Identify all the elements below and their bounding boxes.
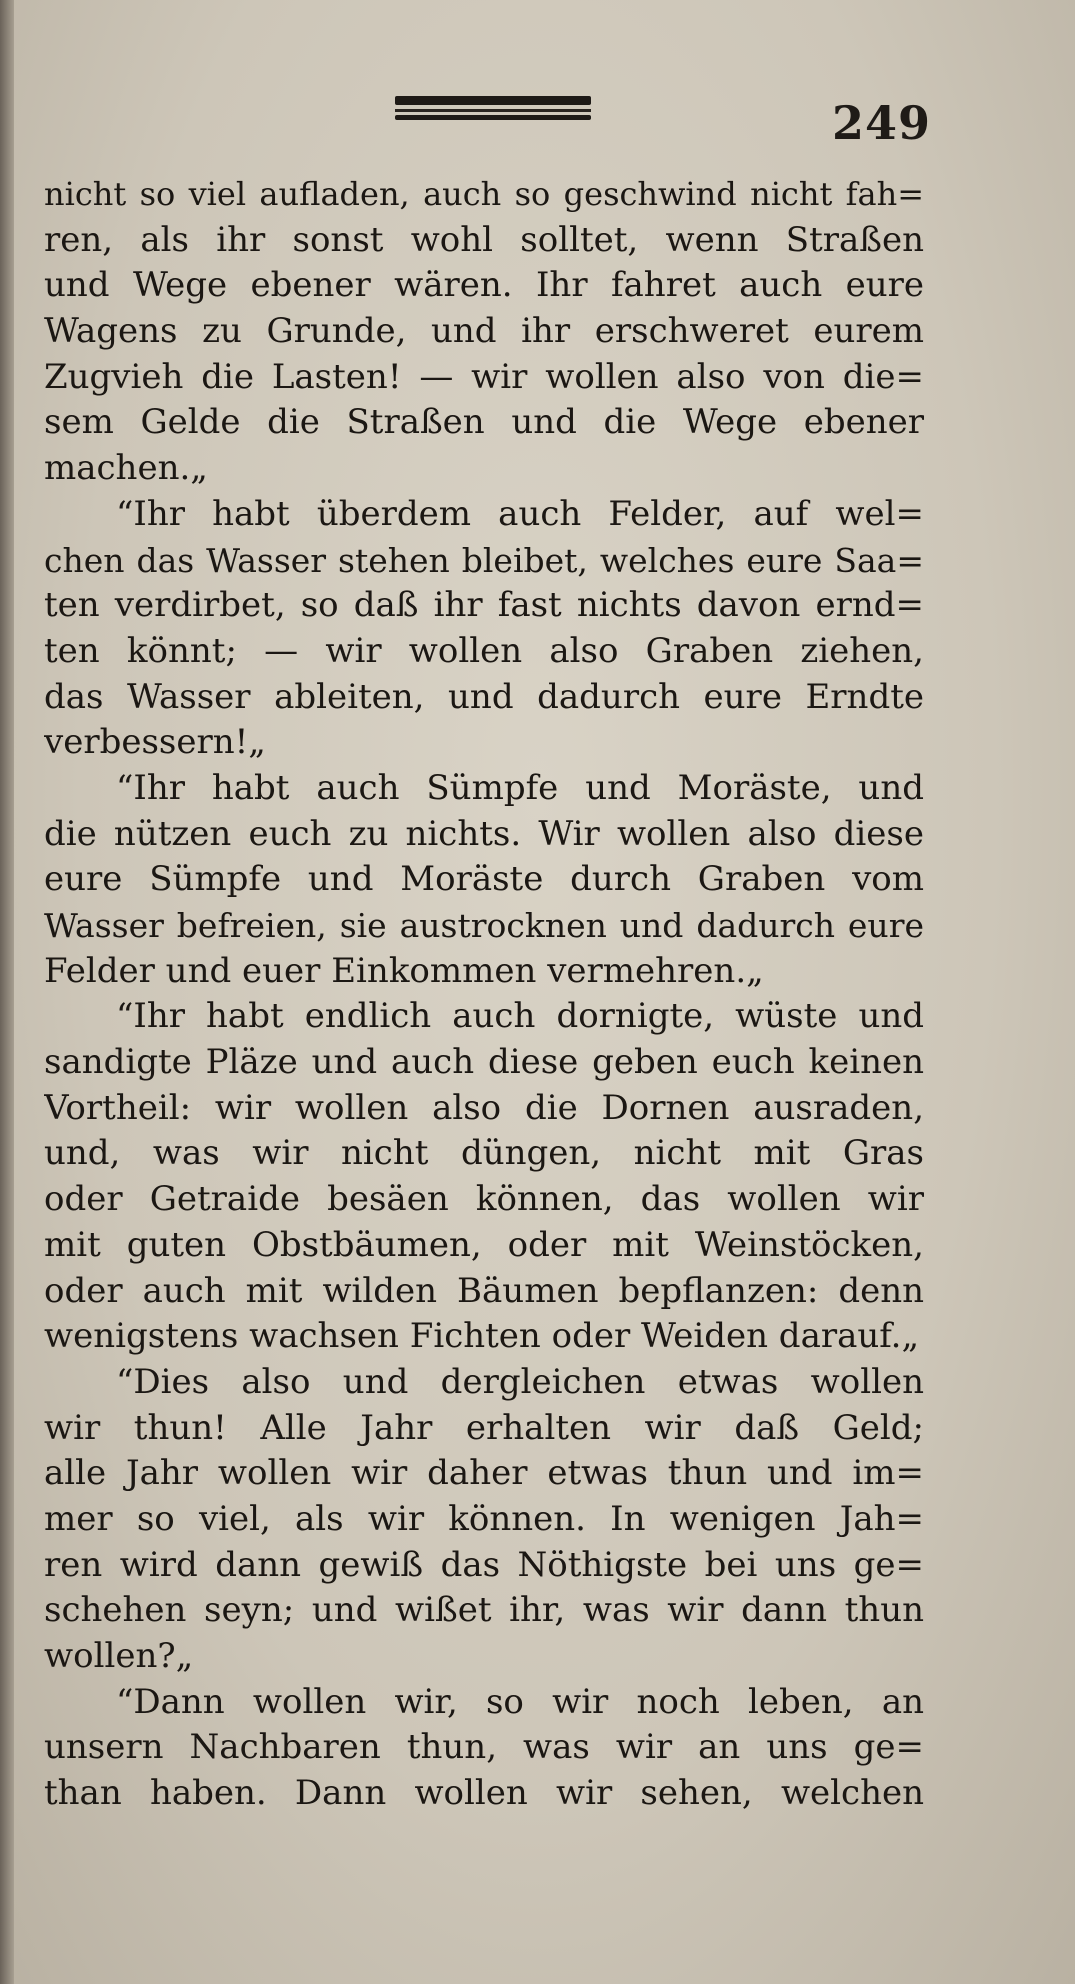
text-line: “Ihr habt auch Sümpfe und Moräste, und: [116, 767, 924, 808]
page-spine-edge: [0, 0, 14, 1984]
text-line: Vortheil: wir wollen also die Dornen ausraden,: [44, 1087, 924, 1128]
page-number: 249: [832, 96, 932, 150]
text-line: “Ihr habt endlich auch dornigte, wüste und: [116, 996, 924, 1037]
text-line: ten verdirbet, so daß ihr fast nichts davon ernd=: [44, 585, 924, 626]
text-line: mit guten Obstbäumen, oder mit Weinstöcken,: [44, 1224, 924, 1265]
text-line: und, was wir nicht düngen, nicht mit Gras: [44, 1133, 924, 1174]
text-line: und Wege ebener wären. Ihr fahret auch eure: [44, 265, 924, 306]
text-line: schehen seyn; und wißet ihr, was wir dann thun: [44, 1590, 924, 1631]
text-line: mer so viel, als wir können. In wenigen Jah=: [44, 1498, 924, 1539]
text-line: oder Getraide besäen können, das wollen wir: [44, 1179, 924, 1220]
text-line: wir thun! Alle Jahr erhalten wir daß Geld;: [44, 1407, 924, 1448]
body-text: [44, 172, 924, 1817]
text-line: than haben. Dann wollen wir sehen, welchen: [44, 1773, 924, 1814]
text-line: unsern Nachbaren thun, was wir an uns ge=: [44, 1727, 924, 1768]
text-line: eure Sümpfe und Moräste durch Graben vom: [44, 859, 924, 900]
text-line: “Dies also und dergleichen etwas wollen: [116, 1361, 924, 1402]
text-line: oder auch mit wilden Bäumen bepflanzen: denn: [44, 1270, 924, 1311]
text-line: machen.„: [44, 448, 208, 489]
text-line: das Wasser ableiten, und dadurch eure Erndte: [44, 676, 924, 717]
text-line: chen das Wasser stehen bleibet, welches eure Saa=: [44, 540, 924, 580]
text-line: ten könnt; — wir wollen also Graben ziehen,: [44, 630, 924, 671]
text-line: Felder und euer Einkommen vermehren.„: [44, 950, 764, 991]
text-line: wenigstens wachsen Fichten oder Weiden darauf.„: [44, 1316, 920, 1357]
text-line: ren wird dann gewiß das Nöthigste bei uns ge=: [44, 1544, 924, 1585]
text-line: Wagens zu Grunde, und ihr erschweret eurem: [44, 311, 924, 352]
text-line: sem Gelde die Straßen und die Wege ebener: [44, 402, 924, 443]
text-line: nicht so viel aufladen, auch so geschwind nicht fah=: [44, 175, 924, 213]
text-line: Wasser befreien, sie austrocknen und dadurch eure: [44, 906, 924, 945]
text-line: verbessern!„: [44, 722, 266, 763]
header-ornament-rule: [395, 96, 591, 122]
text-line: sandigte Pläze und auch diese geben euch keinen: [44, 1042, 924, 1083]
text-line: “Dann wollen wir, so wir noch leben, an: [116, 1681, 924, 1722]
text-line: alle Jahr wollen wir daher etwas thun und im=: [44, 1453, 924, 1494]
text-line: die nützen euch zu nichts. Wir wollen also diese: [44, 813, 924, 854]
text-line: “Ihr habt überdem auch Felder, auf wel=: [116, 493, 924, 534]
text-line: Zugvieh die Lasten! — wir wollen also von die=: [44, 356, 924, 397]
text-line: ren, als ihr sonst wohl solltet, wenn Straßen: [44, 219, 924, 260]
text-line: wollen?„: [44, 1636, 194, 1676]
